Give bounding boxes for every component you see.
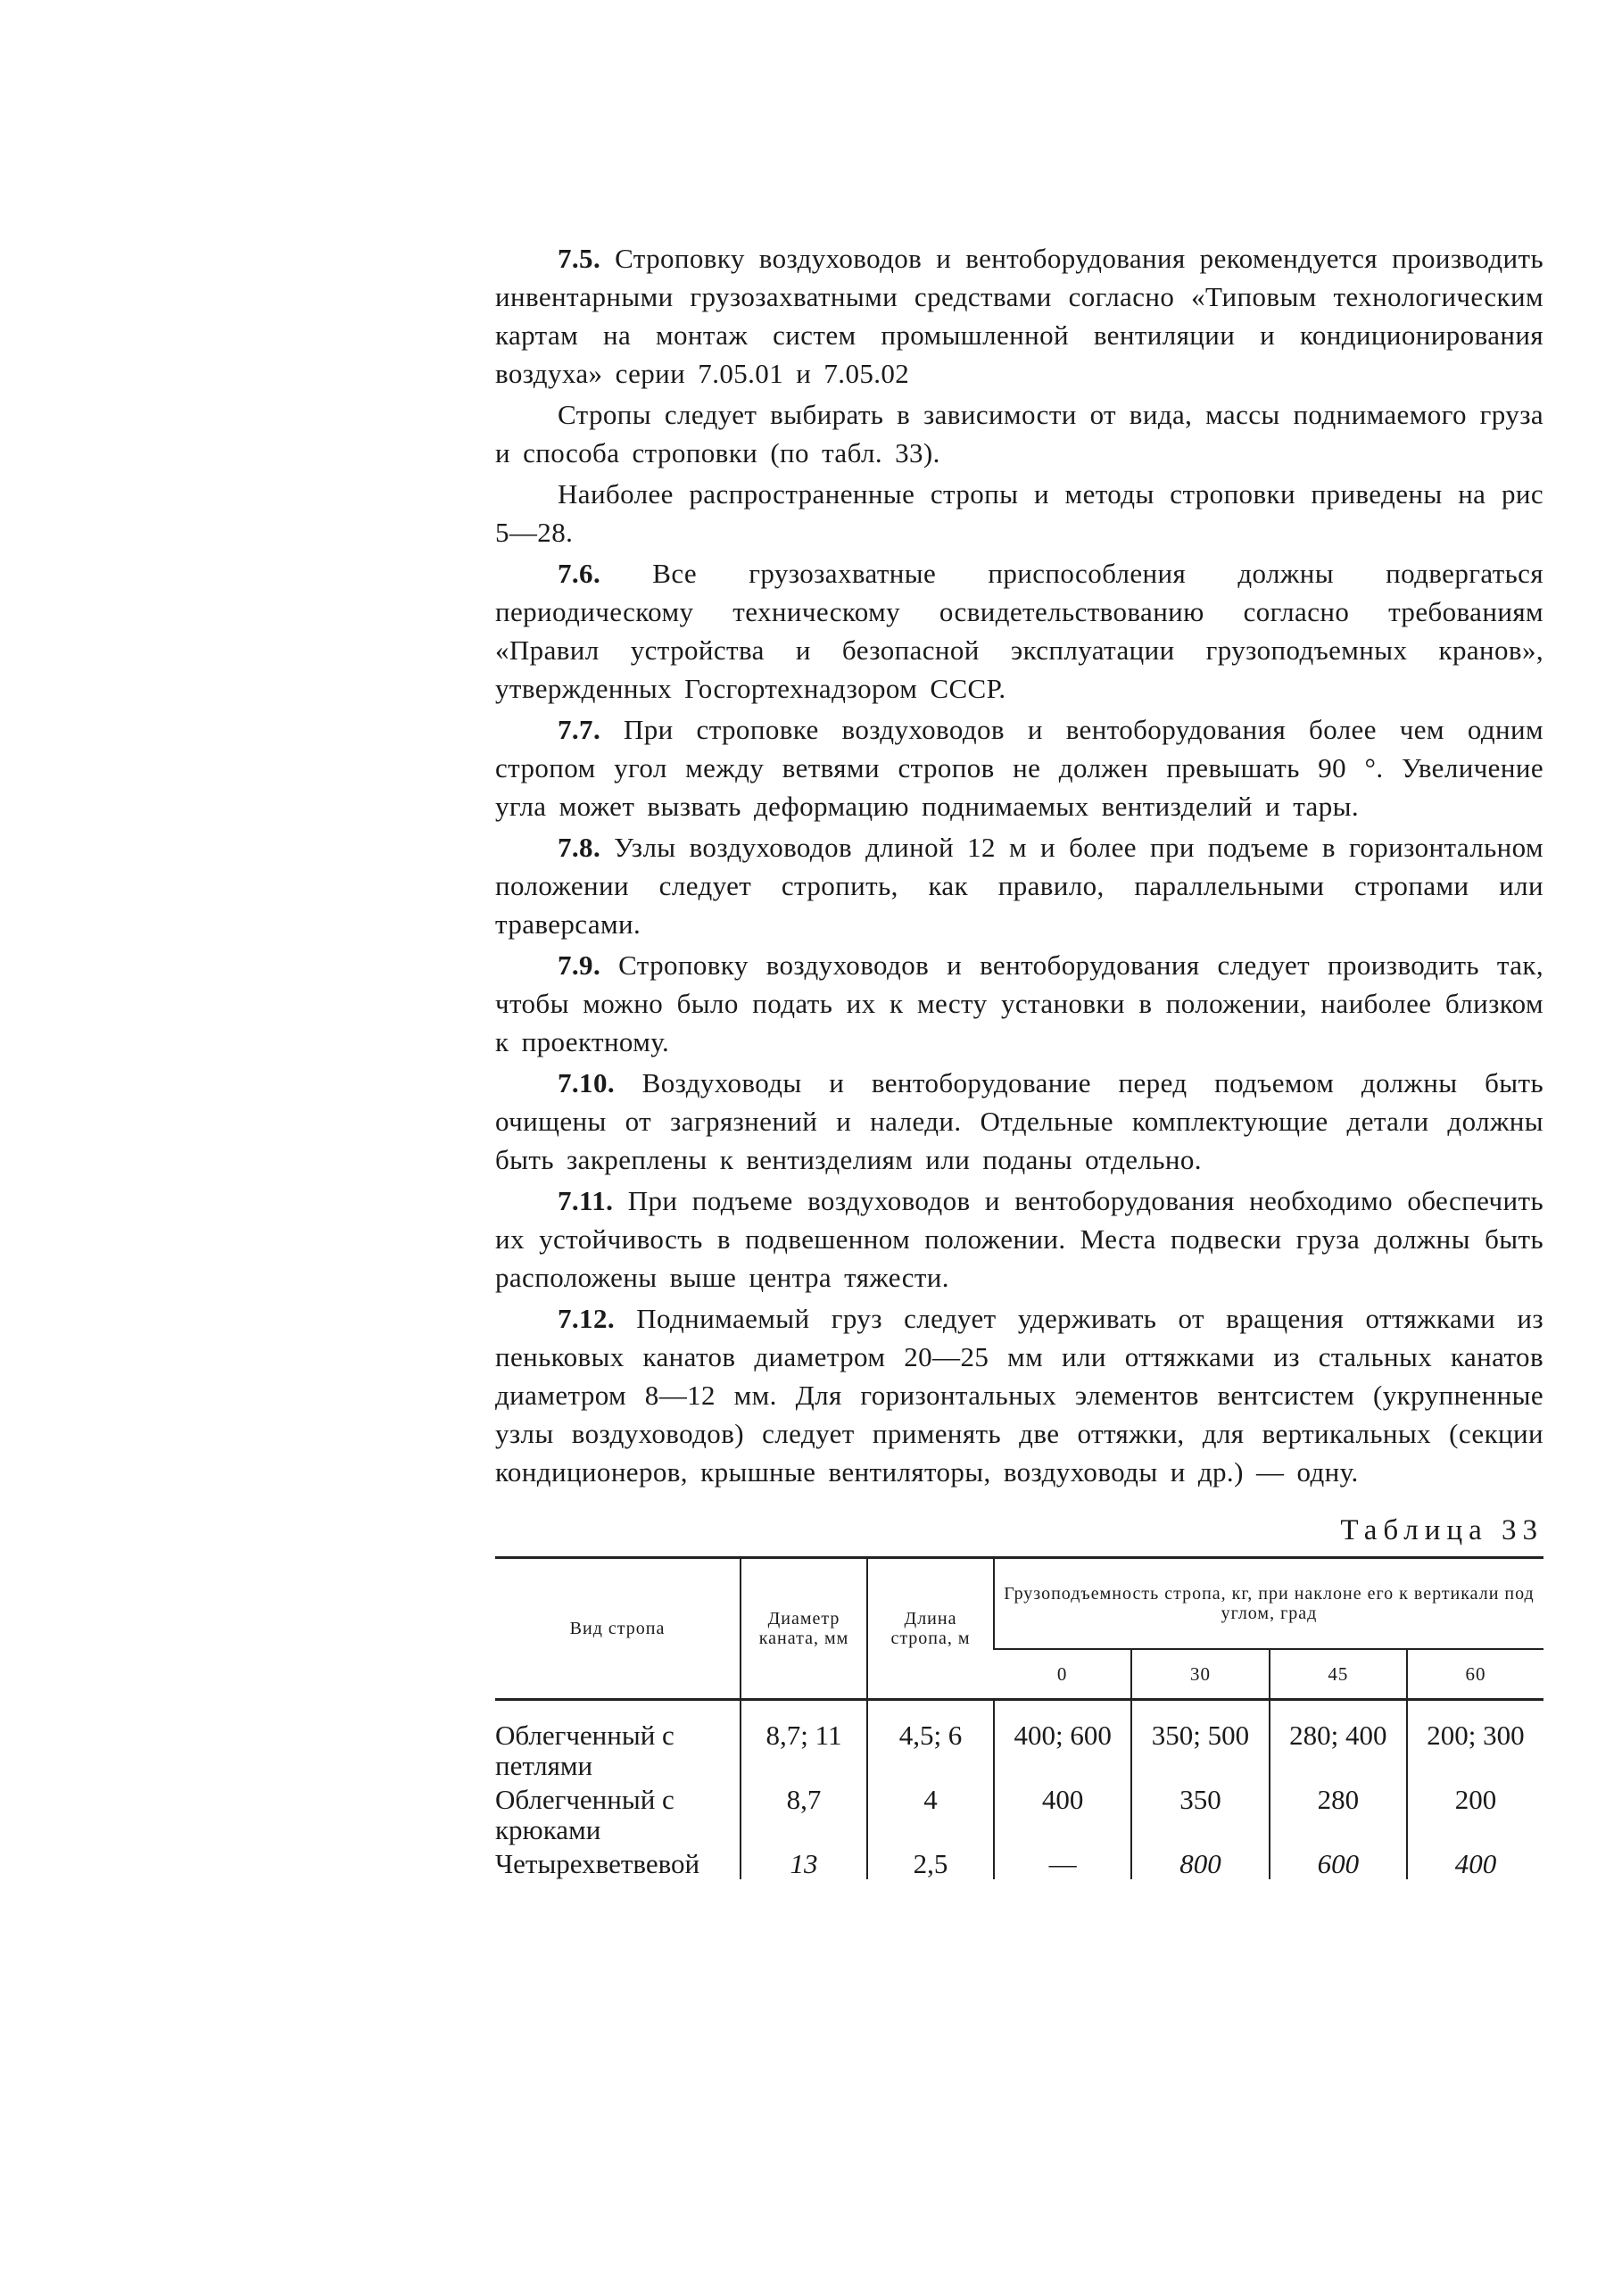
header-kind: Вид стропа [495,1558,741,1700]
paragraph-7-9 [495,946,1543,1061]
header-angle-30: 30 [1131,1649,1269,1700]
paragraph-7-7 [495,710,1543,825]
cell-length: 4 [867,1781,994,1845]
paragraph-text: При строповке воздуховодов и вентоборудования более чем одним стропом угол между ветвями стропов не должен превышать 90 °. Увеличение угла может вызвать деформацию поднимаемых вентизделий и тары. [495,714,1543,822]
table-row [495,1845,1543,1879]
paragraph-7-12 [495,1299,1543,1491]
paragraph-7-8 [495,828,1543,943]
cell-capacity-30: 350; 500 [1131,1700,1269,1782]
header-angle-0: 0 [994,1649,1131,1700]
cell-capacity-60: 200 [1407,1781,1543,1845]
cell-capacity-0: — [994,1845,1131,1879]
clause-number: 7.8. [558,832,601,863]
table-row [495,1781,1543,1845]
paragraph-7-6 [495,554,1543,708]
paragraph-text: Узлы воздуховодов длиной 12 м и более при подъеме в горизонтальном положении следует стропить, как правило, параллельными стропами или траверсами. [495,832,1543,940]
cell-kind: Четырехветвевой [495,1848,700,1879]
clause-number: 7.10. [558,1067,615,1098]
clause-number: 7.9. [558,949,601,981]
table-caption: Таблица 33 [1340,1514,1543,1546]
cell-length: 4,5; 6 [867,1700,994,1782]
sling-capacity-table [495,1556,1543,1879]
cell-capacity-45: 280; 400 [1270,1700,1407,1782]
paragraph-7-10 [495,1064,1543,1179]
cell-capacity-45: 280 [1270,1781,1407,1845]
paragraph-text: Поднимаемый груз следует удерживать от вращения оттяжками из пеньковых канатов диаметром 20—25 мм или оттяжками из стальных канатов диаметром 8—12 мм. Для горизонтальных элементов вентсистем (укрупненные узлы воздуховодов) следует применять две оттяжки, для вертикальных (секции кондиционеров, крышные вентиляторы, воздуховоды и др.) — одну. [495,1303,1543,1488]
cell-capacity-0: 400 [994,1781,1131,1845]
paragraph-7-11 [495,1181,1543,1297]
cell-capacity-45: 600 [1270,1845,1407,1879]
cell-capacity-30: 800 [1131,1845,1269,1879]
document-page [495,239,1543,1879]
cell-length: 2,5 [867,1845,994,1879]
header-angle-45: 45 [1270,1649,1407,1700]
cell-capacity-60: 200; 300 [1407,1700,1543,1782]
paragraph-slings-choice [495,395,1543,472]
cell-capacity-30: 350 [1131,1781,1269,1845]
cell-capacity-60: 400 [1407,1845,1543,1879]
header-capacity: Грузоподъемность стропа, кг, при наклоне его к вертикали под углом, град [994,1558,1543,1650]
paragraph-text: Наиболее распространенные стропы и методы строповки приведены на рис 5—28. [495,478,1543,548]
paragraph-7-5 [495,239,1543,393]
paragraph-text: Воздуховоды и вентоборудование перед подъемом должны быть очищены от загрязнений и наледи. Отдельные комплектующие детали должны быть закреплены к вентизделиям или поданы отдельно. [495,1067,1543,1175]
cell-diameter: 13 [741,1845,867,1879]
paragraph-slings-figures [495,475,1543,551]
clause-number: 7.12. [558,1303,615,1334]
cell-kind: Облегченный с петлями [495,1720,674,1781]
clause-number: 7.6. [558,558,601,589]
paragraph-text: При подъеме воздуховодов и вентоборудования необходимо обеспечить их устойчивость в подвешенном положении. Места подвески груза должны быть расположены выше центра тяжести. [495,1185,1543,1293]
cell-capacity-0: 400; 600 [994,1700,1131,1782]
header-length: Длина стропа, м [867,1558,994,1700]
paragraph-text: Строповку воздуховодов и вентоборудования следует производить так, чтобы можно было подать их к месту установки в положении, наиболее близком к проектному. [495,949,1543,1057]
clause-number: 7.7. [558,714,601,745]
paragraph-text: Строповку воздуховодов и вентоборудования рекомендуется производить инвентарными грузозахватными средствами согласно «Типовым технологическим картам на монтаж систем промышленной вентиляции и кондиционирования воздуха» серии 7.05.01 и 7.05.02 [495,243,1543,389]
cell-diameter: 8,7; 11 [741,1700,867,1782]
table-row [495,1700,1543,1782]
cell-kind: Облегченный с крюками [495,1784,674,1845]
paragraph-text: Все грузозахватные приспособления должны подвергаться периодическому техническому освидетельствованию согласно требованиям «Правил устройства и безопасной эксплуатации грузоподъемных кранов», утвержденных Госгортехнадзором СССР. [495,558,1543,704]
header-angle-60: 60 [1407,1649,1543,1700]
paragraph-text: Стропы следует выбирать в зависимости от вида, массы поднимаемого груза и способа строповки (по табл. 33). [495,399,1543,468]
header-diameter: Диаметр каната, мм [741,1558,867,1700]
clause-number: 7.11. [558,1185,614,1216]
cell-diameter: 8,7 [741,1781,867,1845]
clause-number: 7.5. [558,243,601,274]
